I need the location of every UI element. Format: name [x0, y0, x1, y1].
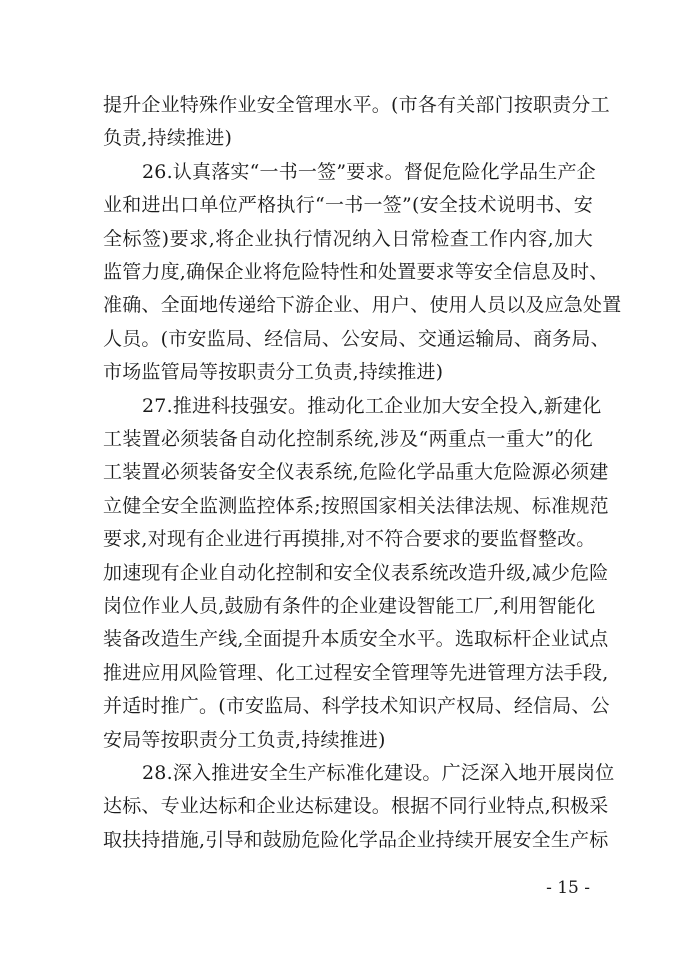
- text-line: 要求,对现有企业进行再摸排,对不符合要求的要监督整改。: [103, 528, 596, 551]
- text-line: 人员。(市安监局、经信局、公安局、交通运输局、商务局、: [103, 327, 610, 350]
- text-line: 业和进出口单位严格执行“一书一签”(安全技术说明书、安: [103, 194, 593, 217]
- paragraph-28-heading-line: 28.深入推进安全生产标准化建设。广泛深入地开展岗位: [142, 762, 615, 784]
- text-line: 提升企业特殊作业安全管理水平。(市各有关部门按职责分工: [103, 94, 610, 116]
- paragraph-26-heading-line: 26.认真落实“一书一签”要求。督促危险化学品生产企: [142, 160, 596, 183]
- text-line: 取扶持措施,引导和鼓励危险化学品企业持续开展安全生产标: [103, 828, 609, 851]
- text-line: 装备改造生产线,全面提升本质安全水平。选取标杆企业试点: [103, 628, 609, 651]
- text-line: 全标签)要求,将企业执行情况纳入日常检查工作内容,加大: [103, 227, 593, 250]
- text-line: 达标、专业达标和企业达标建设。根据不同行业特点,积极采: [103, 795, 609, 818]
- page-number: - 15 -: [546, 878, 590, 898]
- text-line: 准确、全面地传递给下游企业、用户、使用人员以及应急处置: [103, 294, 622, 317]
- text-line: 工装置必须装备自动化控制系统,涉及“两重点一重大”的化: [103, 428, 593, 450]
- text-line: 岗位作业人员,鼓励有条件的企业建设智能工厂,利用智能化: [103, 595, 596, 617]
- text-line: 加速现有企业自动化控制和安全仪表系统改造升级,减少危险: [103, 561, 609, 584]
- text-line: 负责,持续推进): [103, 127, 233, 150]
- text-line: 推进应用风险管理、化工过程安全管理等先进管理方法手段,: [103, 661, 609, 684]
- text-line: 工装置必须装备安全仪表系统,危险化学品重大危险源必须建: [103, 461, 609, 484]
- text-line: 市场监管局等按职责分工负责,持续推进): [103, 361, 444, 384]
- text-line: 立健全安全监测监控体系;按照国家相关法律法规、标准规范: [103, 494, 609, 517]
- text-line: 安局等按职责分工负责,持续推进): [103, 728, 386, 751]
- text-line: 监管力度,确保企业将危险特性和处置要求等安全信息及时、: [103, 261, 609, 283]
- paragraph-27-heading-line: 27.推进科技强安。推动化工企业加大安全投入,新建化: [142, 394, 602, 417]
- text-line: 并适时推广。(市安监局、科学技术知识产权局、经信局、公: [103, 695, 610, 718]
